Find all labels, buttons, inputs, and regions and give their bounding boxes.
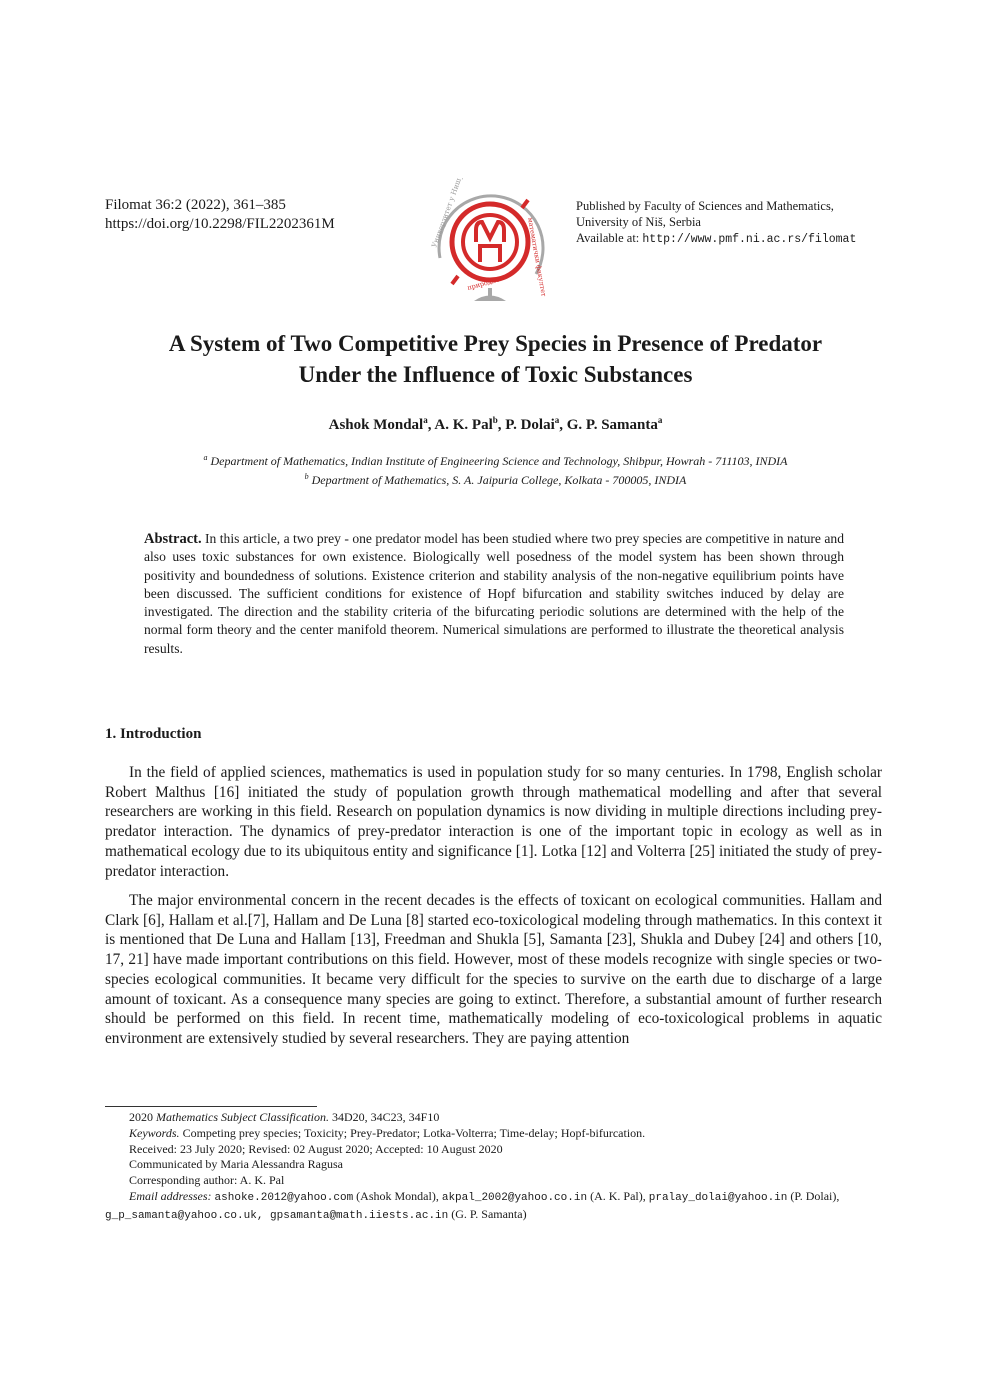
abstract-text: In this article, a two prey - one predator model has been studied where two prey species are competitive in nature and also uses toxic substances for own existence. Biologically well posedness of the model system has been shown through positivity and boundedness of solutions. Existence criterion and stability analysis of the non-negative equilibrium points have been discussed. The sufficient conditions for existence of Hopf bifurcation and stability switches induced by delay are investigated. The direction and the stability criteria of the bifurcating periodic solutions are determined with the help of the normal form theory and the center manifold theorem. Numerical simulations are performed to illustrate the theoretical analysis results. (144, 531, 844, 656)
author-affil-mark: b (492, 415, 498, 425)
title-line1: A System of Two Competitive Prey Species in Presence of Predator (168, 331, 823, 356)
doi-link[interactable]: https://doi.org/10.2298/FIL2202361M (105, 216, 335, 232)
corresponding-line: Corresponding author: A. K. Pal (129, 1173, 285, 1188)
email-owner: (Ashok Mondal), (353, 1188, 442, 1203)
keywords-label: Keywords. (129, 1125, 180, 1140)
author-list (0, 415, 991, 434)
email-owner: (P. Dolai), (787, 1188, 840, 1203)
abstract-label: Abstract. (144, 531, 202, 547)
section-heading: 1. Introduction (105, 726, 202, 742)
availability-line (576, 230, 856, 248)
abstract (144, 530, 844, 658)
affil-mark: a (203, 453, 208, 462)
paragraph-text: The major environmental concern in the recent decades is the effects of toxicant on ecological communities. Hallam and Clark [6], Hallam et al.[7], Hallam and De Luna [8] started eco-toxicological modeling through mathematics. In this context it is mentioned that De Luna and Hallam [13], Freedman and Shukla [5], Samanta [23], Shukla and Dubey [24] and others [10, 17, 21] have made important contributions on this field. However, most of these models recognize with single species or two-species ecological communities. It became very difficult for the species to survive on the earth due to discharge of a large amount of toxicant. As a consequence many species are going to extinct. Therefore, a substantial amount of further research should be performed on this field. In recent time, mathematically modeling of eco-toxicological problems in aquatic environment are extensively studied by several researchers. They are paying attention (105, 892, 882, 1047)
affiliation (0, 469, 991, 488)
email-owner: (G. P. Samanta) (448, 1206, 527, 1221)
author-name: Ashok Mondal (328, 417, 424, 433)
university-globe-logo-icon (418, 178, 568, 308)
author-affil-mark: a (423, 415, 428, 425)
publisher-info (576, 198, 856, 248)
affiliations (0, 450, 991, 488)
keywords-line (105, 1126, 882, 1142)
paragraph-text: In the field of applied sciences, mathematics is used in population study for so many centuries. In 1798, English scholar Robert Malthus [16] initiated the study of population growth through mathematical modelling and after that several researchers are working in this field. Research on population dynamics is now dividing in multiple directions including prey-predator interaction. The dynamics of prey-predator interaction is one of the important topic in ecology as well as in mathematical ecology due to its ubiquitous entity and significance [1]. Lotka [12] and Volterra [25] initiated the study of prey-predator interaction. (105, 764, 882, 880)
paper-title (0, 328, 991, 390)
msc-year: 2020 (129, 1110, 153, 1124)
journal-citation: Filomat 36:2 (2022), 361–385 (105, 197, 286, 213)
title-line2: Under the Influence of Toxic Substances (298, 362, 693, 387)
email-line (105, 1189, 882, 1225)
affiliation (0, 450, 991, 469)
msc-label: Mathematics Subject Classification. (156, 1110, 329, 1124)
email-link[interactable]: g_p_samanta@yahoo.co.uk, (105, 1209, 271, 1222)
email-label: Email addresses: (129, 1188, 212, 1203)
communicated-line: Communicated by Maria Alessandra Ragusa (129, 1157, 343, 1172)
email-owner: (A. K. Pal), (587, 1188, 649, 1203)
affil-text: Department of Mathematics, S. A. Jaipuria College, Kolkata - 700005, INDIA (311, 473, 687, 487)
journal-header (105, 196, 335, 234)
svg-text:Универзитет у Нишу: Универзитет у Нишу (430, 178, 465, 249)
msc-line (105, 1110, 882, 1126)
dates-line: Received: 23 July 2020; Revised: 02 August 2020; Accepted: 10 August 2020 (129, 1141, 503, 1156)
email-link[interactable]: pralay_dolai@yahoo.in (648, 1191, 788, 1204)
author-affil-mark: a (554, 415, 560, 425)
publisher-line2: University of Niš, Serbia (576, 215, 701, 229)
affil-mark: b (304, 472, 309, 481)
author-sep: , (497, 417, 506, 433)
publisher-line1: Published by Faculty of Sciences and Mathematics, (576, 199, 834, 213)
body-paragraph-2 (105, 891, 882, 1049)
footnote-divider (105, 1106, 317, 1107)
email-link[interactable]: akpal_2002@yahoo.co.in (441, 1191, 588, 1204)
svg-text:математички факултет: математички факултет (526, 216, 548, 298)
author-name: A. K. Pal (434, 417, 493, 433)
author-sep: , (427, 417, 435, 433)
available-label: Available at: (576, 231, 640, 245)
author-sep: , (559, 417, 567, 433)
keywords-text: Competing prey species; Toxicity; Prey-Predator; Lotka-Volterra; Time-delay; Hopf-bifurcation. (182, 1125, 646, 1140)
msc-codes: 34D20, 34C23, 34F10 (331, 1110, 440, 1124)
footnotes (105, 1110, 882, 1225)
author-name: P. Dolai (505, 417, 555, 433)
email-link[interactable]: ashoke.2012@yahoo.com (214, 1191, 354, 1204)
affil-text: Department of Mathematics, Indian Institute of Engineering Science and Technology, Shibpur, Howrah - 711103, INDIA (210, 454, 788, 468)
author-name: G. P. Samanta (566, 417, 658, 433)
email-link[interactable]: gpsamanta@math.iiests.ac.in (270, 1209, 449, 1222)
body-paragraph-1 (105, 763, 882, 881)
journal-url-link[interactable]: http://www.pmf.ni.ac.rs/filomat (642, 233, 857, 246)
svg-text:природно: природно (466, 275, 501, 292)
author-affil-mark: a (657, 415, 663, 425)
